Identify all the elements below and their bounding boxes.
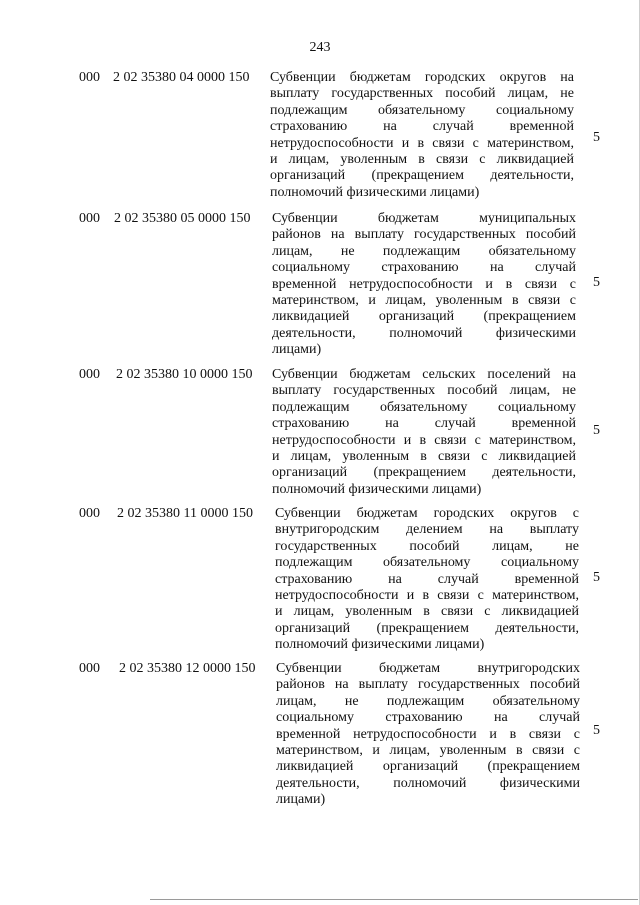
description-line: страхованию на случай временной — [272, 416, 576, 432]
description-line: полномочий физическими лицами) — [272, 481, 482, 497]
description-line: организаций (прекращением деятельности, — [275, 620, 579, 636]
description-line: социальному страхованию на случай — [276, 710, 580, 726]
description-line: материнством, и лицам, уволенным в связи с — [276, 742, 580, 758]
description-line: лицами) — [276, 792, 326, 808]
amount-value: 5 — [593, 423, 600, 438]
budget-classification-code: 2 02 35380 05 0000 150 — [114, 211, 251, 226]
income-description — [272, 211, 576, 359]
description-line: Субвенции бюджетам городских округов с — [275, 506, 579, 521]
description-line: подлежащим обязательному социальному — [272, 399, 576, 415]
description-line: выплату государственных пособий лицам, не — [272, 383, 576, 399]
description-line: страхованию на случай временной — [275, 571, 579, 587]
description-line: лицам, не подлежащим обязательному — [272, 243, 576, 259]
budget-classification-code: 2 02 35380 12 0000 150 — [119, 661, 256, 676]
admin-code: 000 — [79, 661, 100, 676]
description-line: страхованию на случай временной — [270, 119, 574, 135]
description-line: нетрудоспособности и в связи с материнством, — [272, 432, 576, 448]
description-line: районов на выплату государственных пособий — [276, 677, 580, 693]
bottom-divider — [150, 899, 638, 900]
description-line: и лицам, уволенным в связи с ликвидацией — [272, 448, 576, 464]
budget-classification-code: 2 02 35380 04 0000 150 — [113, 70, 250, 85]
income-description — [270, 70, 574, 201]
description-line: и лицам, уволенным в связи с ликвидацией — [270, 151, 574, 167]
description-line: нетрудоспособности и в связи с материнством, — [275, 587, 579, 603]
amount-value: 5 — [593, 130, 600, 145]
description-line: ликвидацией организаций (прекращением — [272, 309, 576, 325]
description-line: полномочий физическими лицами) — [275, 637, 485, 653]
description-line: временной нетрудоспособности и в связи с — [272, 276, 576, 292]
description-line: Субвенции бюджетам муниципальных — [272, 211, 576, 226]
admin-code: 000 — [79, 70, 100, 85]
description-line: районов на выплату государственных пособий — [272, 227, 576, 243]
admin-code: 000 — [79, 367, 100, 382]
budget-classification-code: 2 02 35380 11 0000 150 — [117, 506, 253, 521]
description-line: нетрудоспособности и в связи с материнством, — [270, 135, 574, 151]
description-line: лицами) — [272, 342, 322, 358]
description-line: Субвенции бюджетам сельских поселений на — [272, 367, 576, 382]
description-line: подлежащим обязательному социальному — [270, 102, 574, 118]
description-line: социальному страхованию на случай — [272, 260, 576, 276]
description-line: Субвенции бюджетам внутригородских — [276, 661, 580, 676]
amount-value: 5 — [593, 723, 600, 738]
admin-code: 000 — [79, 506, 100, 521]
description-line: выплату государственных пособий лицам, не — [270, 86, 574, 102]
description-line: организаций (прекращением деятельности, — [270, 168, 574, 184]
description-line: ликвидацией организаций (прекращением — [276, 759, 580, 775]
amount-value: 5 — [593, 275, 600, 290]
description-line: подлежащим обязательному социальному — [275, 555, 579, 571]
page-number: 243 — [309, 40, 331, 55]
description-line: государственных пособий лицам, не — [275, 538, 579, 554]
description-line: лицам, не подлежащим обязательному — [276, 693, 580, 709]
income-description — [276, 661, 580, 809]
income-description — [272, 367, 576, 498]
budget-classification-code: 2 02 35380 10 0000 150 — [116, 367, 253, 382]
description-line: Субвенции бюджетам городских округов на — [270, 70, 574, 85]
description-line: деятельности, полномочий физическими — [276, 775, 580, 791]
description-line: временной нетрудоспособности и в связи с — [276, 726, 580, 742]
description-line: полномочий физическими лицами) — [270, 184, 480, 200]
admin-code: 000 — [79, 211, 100, 226]
description-line: организаций (прекращением деятельности, — [272, 465, 576, 481]
amount-value: 5 — [593, 570, 600, 585]
income-description — [275, 506, 579, 654]
description-line: материнством, и лицам, уволенным в связи с — [272, 292, 576, 308]
description-line: деятельности, полномочий физическими — [272, 325, 576, 341]
description-line: и лицам, уволенным в связи с ликвидацией — [275, 604, 579, 620]
description-line: внутригородским делением на выплату — [275, 522, 579, 538]
